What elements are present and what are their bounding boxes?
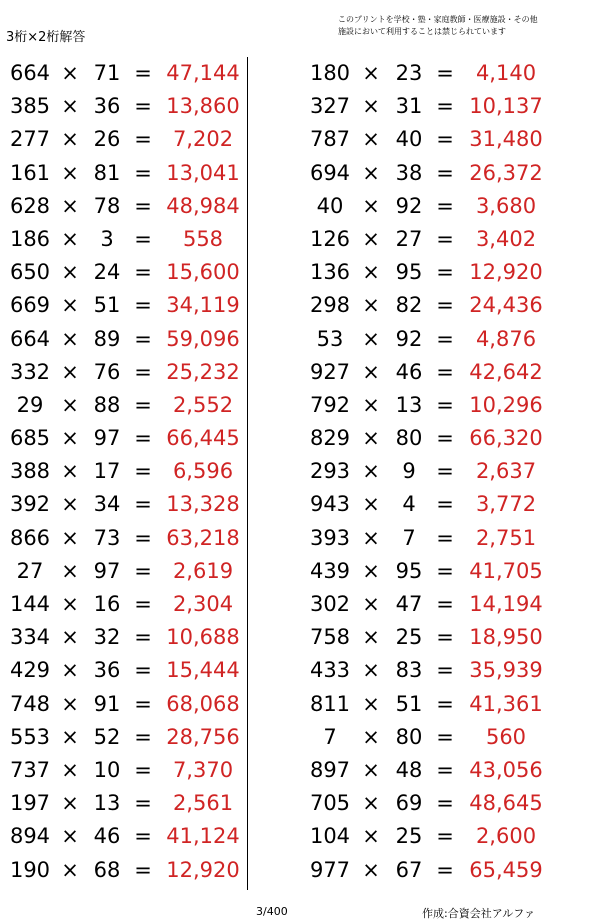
answer: 3,680: [475, 193, 537, 218]
multiplicand: 388: [9, 459, 51, 484]
multiplier: 24: [93, 260, 121, 285]
author-credit: 作成:合資会社アルファ: [422, 907, 536, 920]
multiplier: 89: [93, 326, 121, 351]
multiplier: 92: [395, 193, 423, 218]
equals-sign: =: [436, 558, 454, 583]
multiplier: 40: [395, 127, 423, 152]
equals-sign: =: [134, 625, 152, 650]
multiplier: 81: [93, 160, 121, 185]
multiplicand: 327: [309, 94, 351, 119]
answer: 10,137: [469, 94, 543, 119]
multiplicand: 144: [9, 592, 51, 616]
multiplier: 36: [93, 658, 121, 683]
answer: 48,645: [469, 791, 543, 816]
times-sign: ×: [362, 459, 380, 484]
multiplicand: 332: [9, 359, 51, 384]
multiplicand: 293: [309, 459, 351, 484]
equals-sign: =: [436, 392, 454, 417]
times-sign: ×: [61, 459, 79, 484]
times-sign: ×: [362, 558, 380, 583]
equals-sign: =: [134, 724, 152, 749]
equals-sign: =: [436, 525, 454, 550]
answer: 558: [182, 226, 224, 251]
equals-sign: =: [134, 61, 152, 85]
multiplier: 80: [395, 426, 423, 451]
answer: 14,194: [469, 592, 543, 616]
multiplier: 31: [395, 94, 423, 119]
answer: 68,068: [166, 691, 240, 716]
equals-sign: =: [436, 426, 454, 451]
column-divider: [247, 57, 248, 890]
answer: 6,596: [172, 459, 234, 484]
times-sign: ×: [61, 658, 79, 683]
equals-sign: =: [134, 193, 152, 218]
times-sign: ×: [61, 592, 79, 616]
equals-sign: =: [436, 260, 454, 285]
multiplicand: 302: [309, 592, 351, 616]
multiplier: 67: [395, 857, 423, 882]
multiplicand: 27: [16, 558, 44, 583]
answer: 43,056: [469, 757, 543, 782]
times-sign: ×: [61, 525, 79, 550]
multiplicand: 758: [309, 625, 351, 650]
answer: 63,218: [166, 525, 240, 550]
times-sign: ×: [61, 61, 79, 85]
equals-sign: =: [134, 791, 152, 816]
answer: 4,876: [475, 326, 537, 351]
multiplicand: 186: [9, 226, 51, 251]
multiplier: 27: [395, 226, 423, 251]
multiplicand: 104: [309, 824, 351, 849]
times-sign: ×: [362, 359, 380, 384]
answer: 24,436: [469, 293, 543, 318]
multiplier: 73: [93, 525, 121, 550]
multiplicand: 664: [9, 61, 51, 85]
equals-sign: =: [134, 127, 152, 152]
multiplier: 25: [395, 625, 423, 650]
equals-sign: =: [134, 359, 152, 384]
answer: 13,860: [166, 94, 240, 119]
multiplier: 71: [93, 61, 121, 85]
multiplicand: 429: [9, 658, 51, 683]
equals-sign: =: [436, 757, 454, 782]
answer: 2,304: [172, 592, 234, 616]
equals-sign: =: [134, 525, 152, 550]
multiplier: 46: [93, 824, 121, 849]
multiplier: 97: [93, 558, 121, 583]
answer: 41,705: [469, 558, 543, 583]
answer: 25,232: [166, 359, 240, 384]
equals-sign: =: [436, 94, 454, 119]
equals-sign: =: [436, 226, 454, 251]
multiplier: 16: [93, 592, 121, 616]
times-sign: ×: [61, 857, 79, 882]
equals-sign: =: [436, 193, 454, 218]
multiplier: 80: [395, 724, 423, 749]
multiplicand: 190: [9, 857, 51, 882]
multiplicand: 277: [9, 127, 51, 152]
answer: 48,984: [166, 193, 240, 218]
answer: 59,096: [166, 326, 240, 351]
multiplicand: 53: [316, 326, 344, 351]
equals-sign: =: [134, 492, 152, 517]
multiplier: 92: [395, 326, 423, 351]
answer: 41,361: [469, 691, 543, 716]
answer: 12,920: [469, 260, 543, 285]
times-sign: ×: [61, 824, 79, 849]
answer: 41,124: [166, 824, 240, 849]
multiplicand: 829: [309, 426, 351, 451]
multiplier: 95: [395, 558, 423, 583]
multiplier: 26: [93, 127, 121, 152]
equals-sign: =: [436, 359, 454, 384]
times-sign: ×: [362, 94, 380, 119]
equals-sign: =: [436, 791, 454, 816]
multiplier: 34: [93, 492, 121, 517]
equals-sign: =: [134, 94, 152, 119]
multiplicand: 7: [323, 724, 337, 749]
times-sign: ×: [362, 260, 380, 285]
multiplicand: 197: [9, 791, 51, 816]
answer: 18,950: [469, 625, 543, 650]
equals-sign: =: [134, 426, 152, 451]
multiplicand: 811: [309, 691, 351, 716]
times-sign: ×: [362, 691, 380, 716]
multiplicand: 650: [9, 260, 51, 285]
multiplicand: 927: [309, 359, 351, 384]
times-sign: ×: [61, 226, 79, 251]
answer: 26,372: [469, 160, 543, 185]
multiplicand: 29: [16, 392, 44, 417]
times-sign: ×: [61, 326, 79, 351]
multiplier: 36: [93, 94, 121, 119]
equals-sign: =: [436, 857, 454, 882]
equals-sign: =: [436, 724, 454, 749]
multiplicand: 897: [309, 757, 351, 782]
equals-sign: =: [436, 691, 454, 716]
times-sign: ×: [362, 426, 380, 451]
multiplicand: 685: [9, 426, 51, 451]
multiplier: 3: [100, 226, 114, 251]
times-sign: ×: [362, 757, 380, 782]
times-sign: ×: [61, 492, 79, 517]
answer: 560: [485, 724, 527, 749]
equals-sign: =: [134, 293, 152, 318]
answer: 66,320: [469, 426, 543, 451]
times-sign: ×: [61, 193, 79, 218]
multiplicand: 628: [9, 193, 51, 218]
equals-sign: =: [134, 260, 152, 285]
multiplicand: 894: [9, 824, 51, 849]
answer: 2,561: [172, 791, 234, 816]
multiplier: 9: [402, 459, 416, 484]
equals-sign: =: [436, 293, 454, 318]
multiplier: 25: [395, 824, 423, 849]
multiplier: 51: [395, 691, 423, 716]
multiplier: 47: [395, 592, 423, 616]
times-sign: ×: [362, 160, 380, 185]
equals-sign: =: [436, 127, 454, 152]
times-sign: ×: [362, 658, 380, 683]
multiplier: 83: [395, 658, 423, 683]
times-sign: ×: [61, 558, 79, 583]
equals-sign: =: [436, 326, 454, 351]
multiplicand: 334: [9, 625, 51, 650]
multiplicand: 705: [309, 791, 351, 816]
multiplicand: 977: [309, 857, 351, 882]
equals-sign: =: [134, 658, 152, 683]
equals-sign: =: [134, 226, 152, 251]
multiplier: 13: [93, 791, 121, 816]
multiplicand: 385: [9, 94, 51, 119]
times-sign: ×: [362, 193, 380, 218]
times-sign: ×: [61, 625, 79, 650]
times-sign: ×: [362, 857, 380, 882]
multiplier: 4: [402, 492, 416, 517]
times-sign: ×: [362, 791, 380, 816]
times-sign: ×: [362, 326, 380, 351]
multiplier: 69: [395, 791, 423, 816]
multiplicand: 792: [309, 392, 351, 417]
multiplicand: 40: [316, 193, 344, 218]
multiplier: 91: [93, 691, 121, 716]
times-sign: ×: [362, 625, 380, 650]
multiplicand: 298: [309, 293, 351, 318]
multiplier: 13: [395, 392, 423, 417]
answer: 10,296: [469, 392, 543, 417]
times-sign: ×: [362, 61, 380, 85]
multiplicand: 161: [9, 160, 51, 185]
answer: 66,445: [166, 426, 240, 451]
answer: 15,444: [166, 658, 240, 683]
equals-sign: =: [436, 592, 454, 616]
times-sign: ×: [362, 293, 380, 318]
multiplier: 17: [93, 459, 121, 484]
answer: 28,756: [166, 724, 240, 749]
worksheet-title: 3桁×2桁解答: [6, 30, 86, 45]
answer: 13,041: [166, 160, 240, 185]
times-sign: ×: [61, 127, 79, 152]
multiplicand: 393: [309, 525, 351, 550]
answer: 15,600: [166, 260, 240, 285]
multiplicand: 180: [309, 61, 351, 85]
answer: 2,600: [475, 824, 537, 849]
multiplicand: 433: [309, 658, 351, 683]
equals-sign: =: [436, 61, 454, 85]
times-sign: ×: [362, 492, 380, 517]
equals-sign: =: [436, 625, 454, 650]
usage-notice: [338, 14, 538, 38]
times-sign: ×: [362, 226, 380, 251]
answer: 42,642: [469, 359, 543, 384]
multiplier: 82: [395, 293, 423, 318]
multiplicand: 669: [9, 293, 51, 318]
times-sign: ×: [61, 359, 79, 384]
multiplicand: 136: [309, 260, 351, 285]
equals-sign: =: [134, 459, 152, 484]
notice-line-2: 施設において利用することは禁じられています: [338, 27, 506, 36]
times-sign: ×: [362, 724, 380, 749]
answer: 35,939: [469, 658, 543, 683]
multiplicand: 664: [9, 326, 51, 351]
multiplicand: 748: [9, 691, 51, 716]
answer: 2,552: [172, 392, 234, 417]
times-sign: ×: [61, 392, 79, 417]
times-sign: ×: [362, 392, 380, 417]
answer: 7,202: [172, 127, 234, 152]
times-sign: ×: [61, 94, 79, 119]
multiplier: 38: [395, 160, 423, 185]
times-sign: ×: [61, 260, 79, 285]
answer: 2,637: [475, 459, 537, 484]
times-sign: ×: [61, 691, 79, 716]
times-sign: ×: [61, 757, 79, 782]
notice-line-1: このプリントを学校・塾・家庭教師・医療施設・その他: [338, 15, 538, 24]
equals-sign: =: [134, 691, 152, 716]
answer: 65,459: [469, 857, 543, 882]
times-sign: ×: [61, 160, 79, 185]
answer: 47,144: [166, 61, 240, 85]
multiplicand: 439: [309, 558, 351, 583]
answer: 13,328: [166, 492, 240, 517]
multiplicand: 943: [309, 492, 351, 517]
equals-sign: =: [436, 824, 454, 849]
multiplier: 76: [93, 359, 121, 384]
multiplier: 97: [93, 426, 121, 451]
equals-sign: =: [134, 392, 152, 417]
answer: 3,772: [475, 492, 537, 517]
answer: 4,140: [475, 61, 537, 85]
equals-sign: =: [134, 757, 152, 782]
equals-sign: =: [134, 857, 152, 882]
multiplicand: 126: [309, 226, 351, 251]
multiplier: 52: [93, 724, 121, 749]
equals-sign: =: [134, 592, 152, 616]
answer: 12,920: [166, 857, 240, 882]
times-sign: ×: [61, 724, 79, 749]
answer: 3,402: [475, 226, 537, 251]
answer: 34,119: [166, 293, 240, 318]
multiplicand: 787: [309, 127, 351, 152]
answer: 10,688: [166, 625, 240, 650]
page-number: 3/400: [256, 905, 288, 918]
multiplier: 95: [395, 260, 423, 285]
multiplier: 51: [93, 293, 121, 318]
equals-sign: =: [436, 160, 454, 185]
times-sign: ×: [61, 791, 79, 816]
times-sign: ×: [362, 824, 380, 849]
equals-sign: =: [134, 326, 152, 351]
equals-sign: =: [436, 492, 454, 517]
multiplier: 68: [93, 857, 121, 882]
multiplicand: 866: [9, 525, 51, 550]
multiplier: 48: [395, 757, 423, 782]
times-sign: ×: [362, 127, 380, 152]
answer: 31,480: [469, 127, 543, 152]
multiplier: 46: [395, 359, 423, 384]
multiplicand: 737: [9, 757, 51, 782]
multiplicand: 392: [9, 492, 51, 517]
answer: 7,370: [172, 757, 234, 782]
multiplicand: 694: [309, 160, 351, 185]
equals-sign: =: [134, 558, 152, 583]
multiplier: 7: [402, 525, 416, 550]
multiplicand: 553: [9, 724, 51, 749]
multiplier: 88: [93, 392, 121, 417]
multiplier: 10: [93, 757, 121, 782]
times-sign: ×: [362, 525, 380, 550]
answer: 2,619: [172, 558, 234, 583]
equals-sign: =: [436, 459, 454, 484]
times-sign: ×: [362, 592, 380, 616]
multiplier: 78: [93, 193, 121, 218]
answer: 2,751: [475, 525, 537, 550]
equals-sign: =: [436, 658, 454, 683]
equals-sign: =: [134, 160, 152, 185]
times-sign: ×: [61, 293, 79, 318]
times-sign: ×: [61, 426, 79, 451]
multiplier: 32: [93, 625, 121, 650]
equals-sign: =: [134, 824, 152, 849]
multiplier: 23: [395, 61, 423, 85]
